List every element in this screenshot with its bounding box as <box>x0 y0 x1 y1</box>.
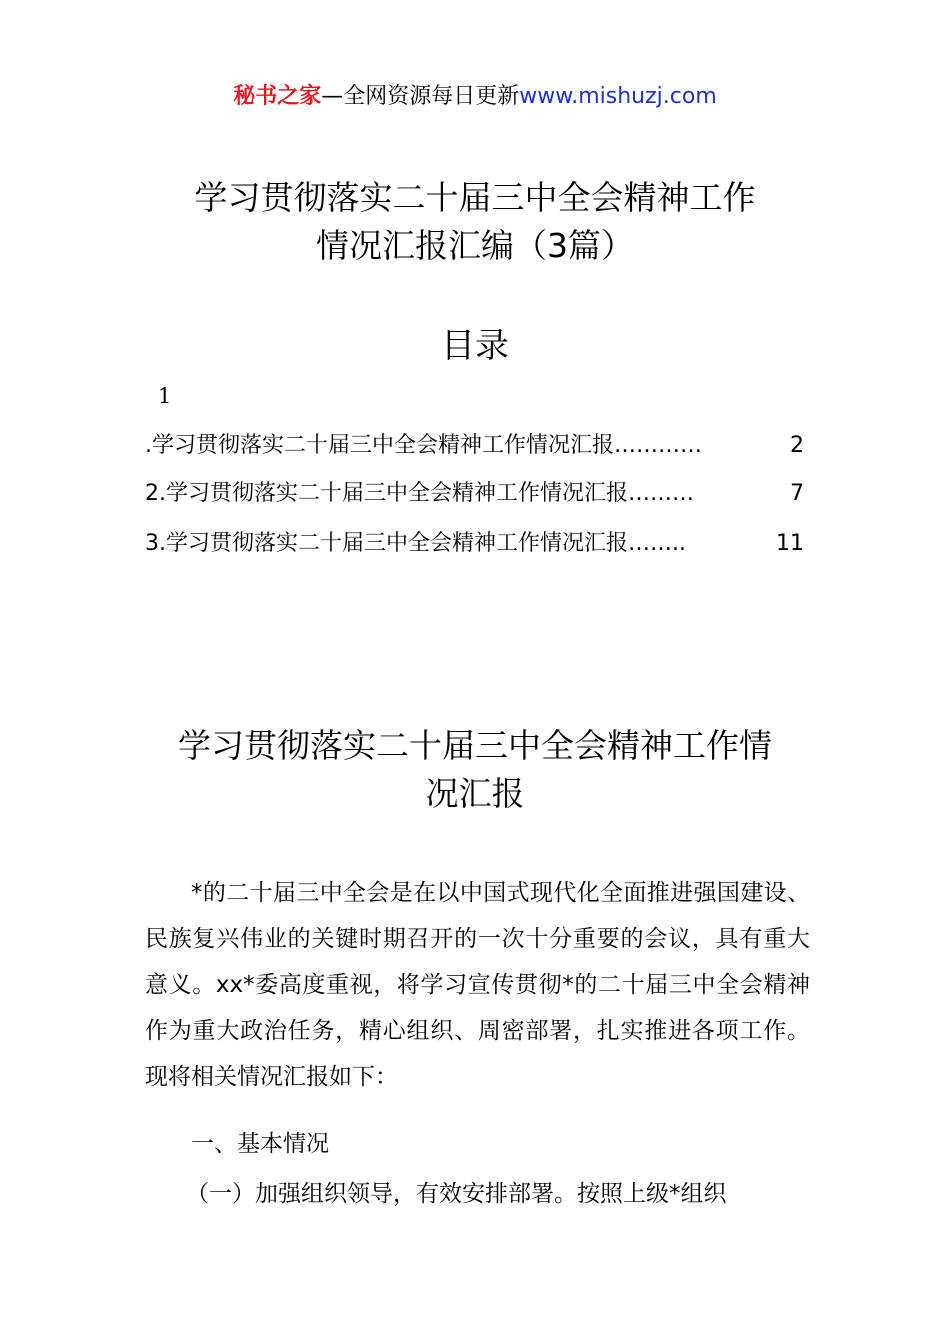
site-banner <box>0 82 950 112</box>
toc-item-label: .学习贯彻落实二十届三中全会精神工作情况汇报………… <box>145 433 702 458</box>
toc-item-3[interactable] <box>145 528 810 560</box>
article-title-line-2: 况汇报 <box>425 774 525 813</box>
section-heading: 一、基本情况 <box>191 1131 329 1157</box>
site-url-link[interactable]: www.mishuzj.com <box>519 84 717 109</box>
toc-item-page: 11 <box>776 531 804 556</box>
banner-tagline: —全网资源每日更新 <box>321 84 520 109</box>
toc-item-2[interactable] <box>145 478 810 510</box>
toc-item-1-number: 1 <box>158 384 172 408</box>
toc-item-1[interactable] <box>145 430 810 462</box>
article-title-line-1: 学习贯彻落实二十届三中全会精神工作情 <box>178 726 772 765</box>
document-title-line-2: 情况汇报汇编（3篇） <box>316 226 634 265</box>
toc-item-label: 3.学习贯彻落实二十届三中全会精神工作情况汇报…….. <box>145 531 686 556</box>
toc-item-label: 2.学习贯彻落实二十届三中全会精神工作情况汇报……… <box>145 481 694 506</box>
toc-item-page: 7 <box>790 481 804 506</box>
toc-heading: 目录 <box>441 326 509 366</box>
intro-paragraph: *的二十届三中全会是在以中国式现代化全面推进强国建设、民族复兴伟业的关键时期召开的一次十分重要的会议，具有重大意义。xx*委高度重视，将学习宣传贯彻*的二十届三中全会精神作为重大政治任务，精心组织、周密部署，扎实推进各项工作。现将相关情况汇报如下： <box>145 880 810 1090</box>
subsection-line: （一）加强组织领导，有效安排部署。按照上级*组织 <box>186 1181 727 1207</box>
document-title-line-1: 学习贯彻落实二十届三中全会精神工作 <box>194 178 756 217</box>
toc-item-page: 2 <box>790 433 804 458</box>
brand-name: 秘书之家 <box>233 84 322 109</box>
